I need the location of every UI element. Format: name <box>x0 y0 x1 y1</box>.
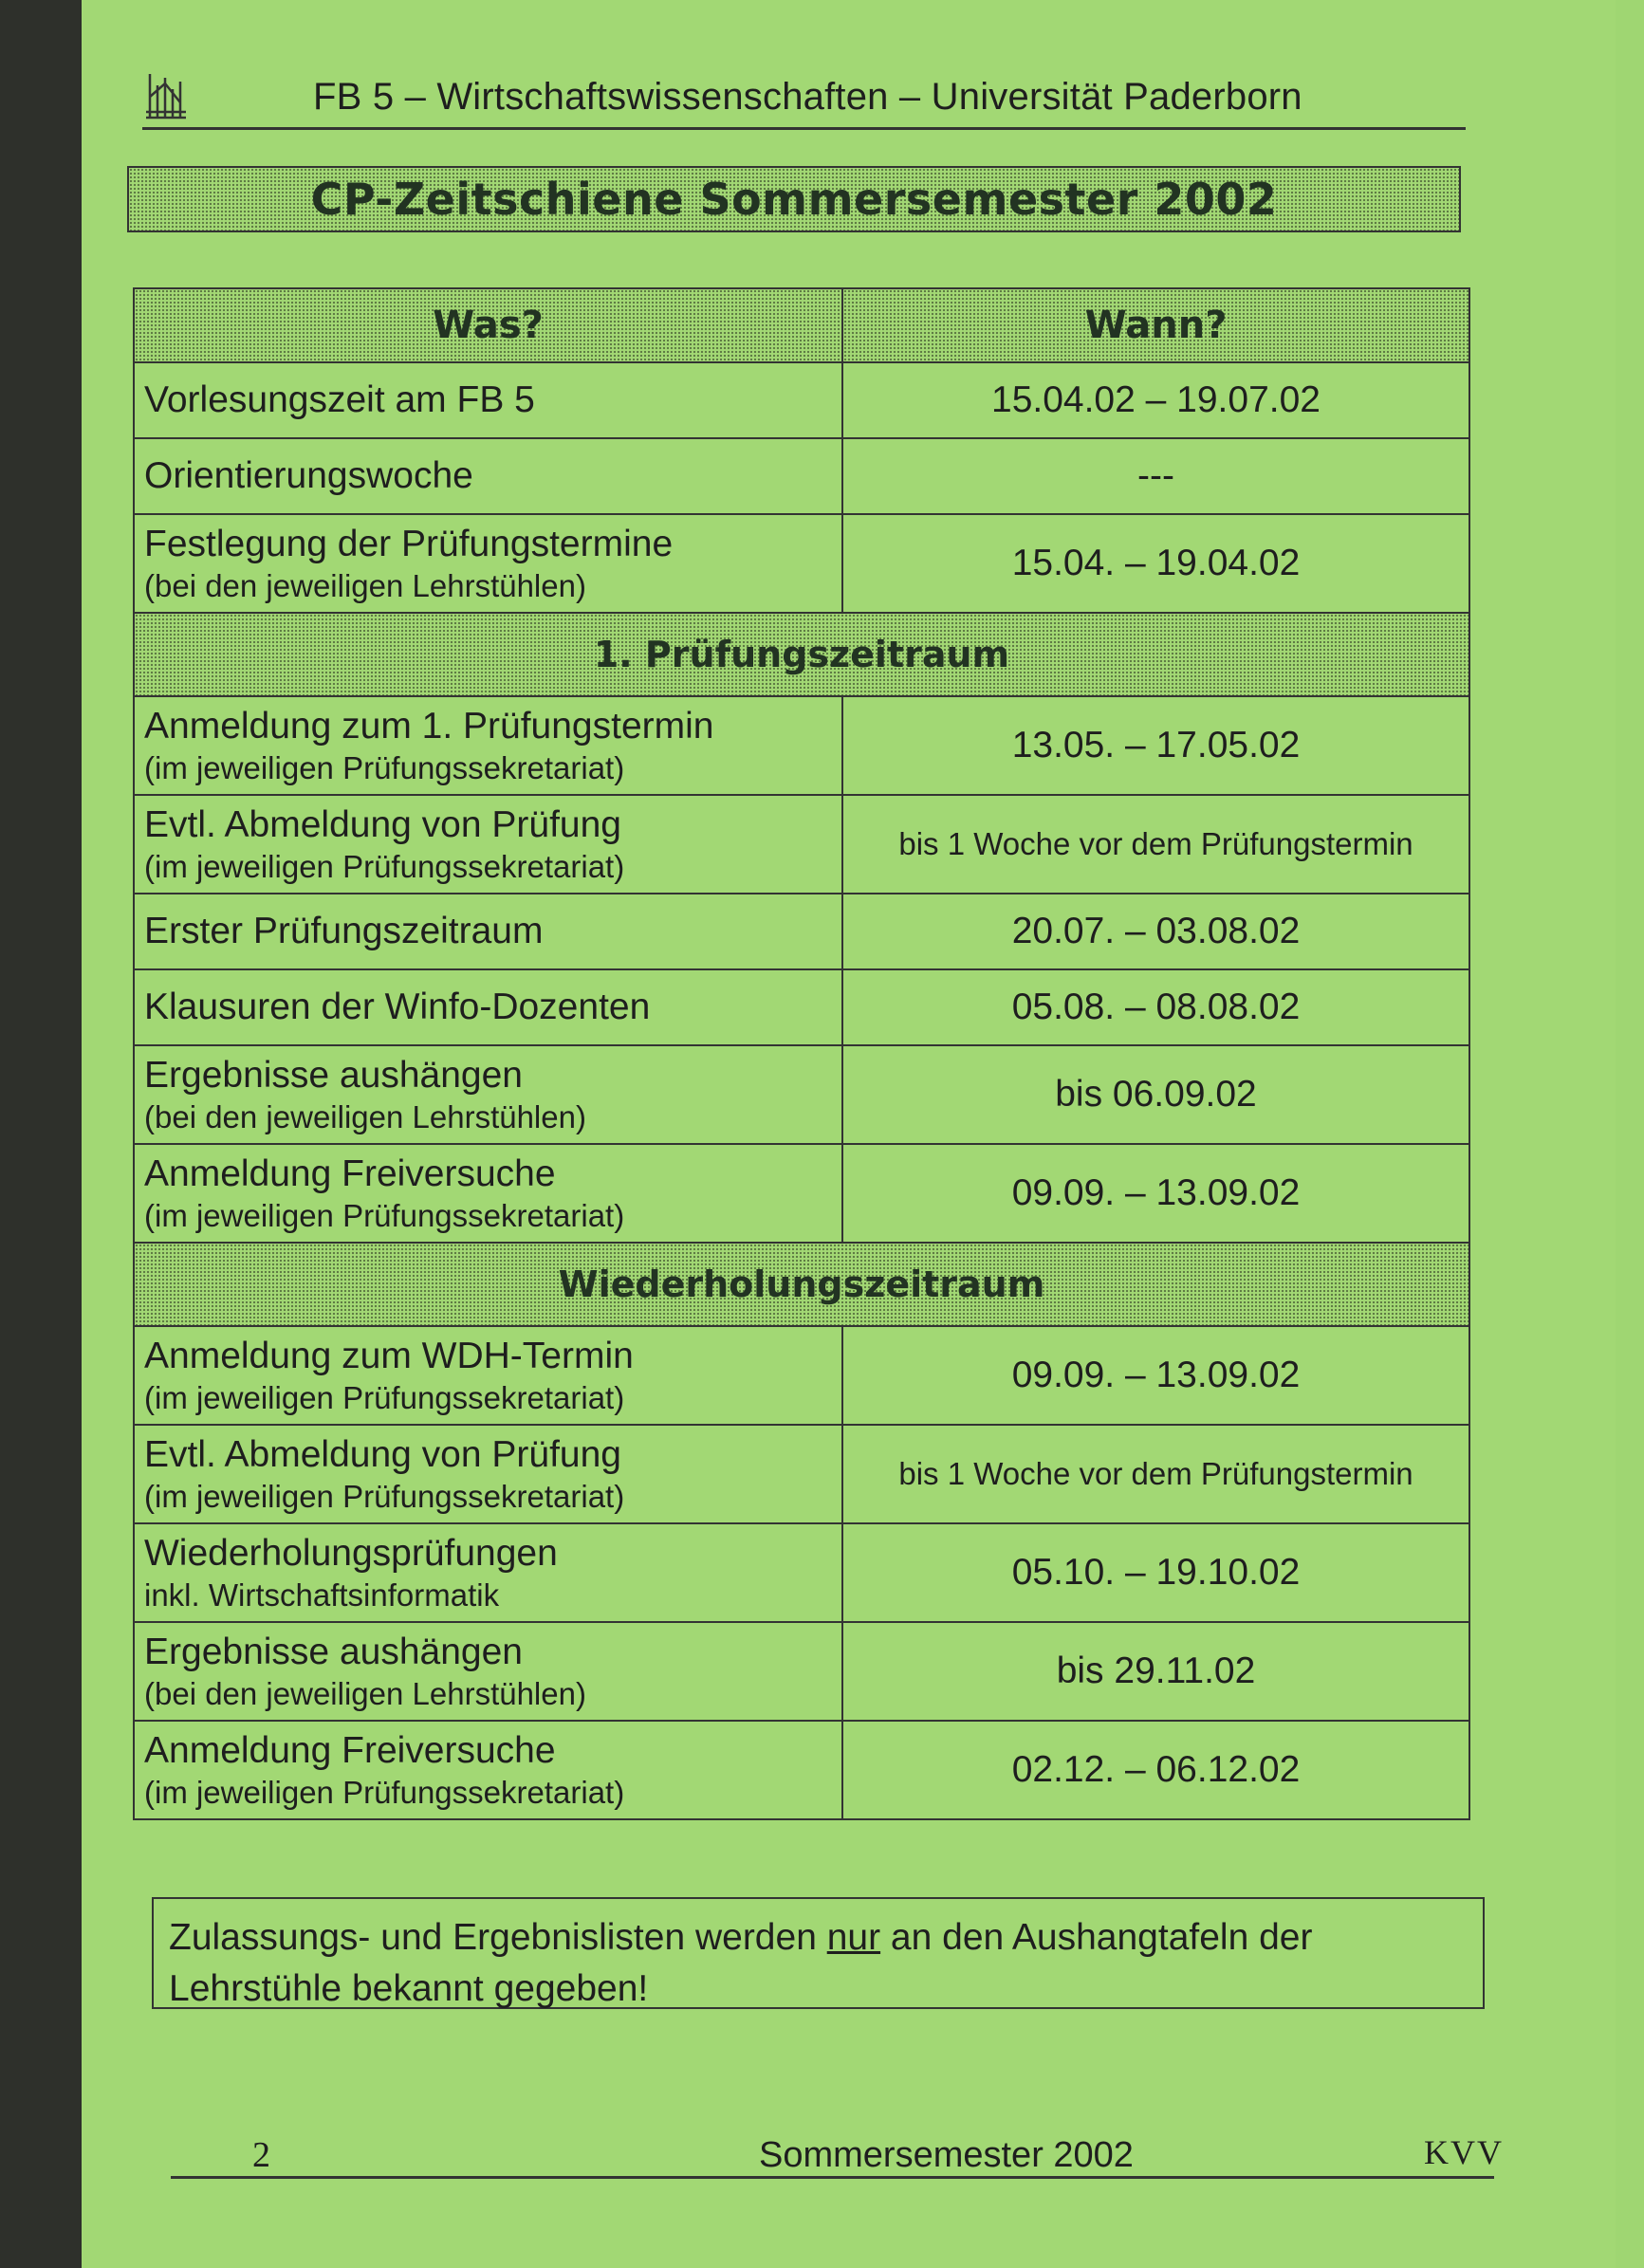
row-date: bis 1 Woche vor dem Prüfungstermin <box>842 1425 1469 1523</box>
row-label: Evtl. Abmeldung von Prüfung <box>144 804 621 845</box>
row-date: 05.10. – 19.10.02 <box>842 1523 1469 1622</box>
row-date: 20.07. – 03.08.02 <box>842 894 1469 969</box>
column-header-when: Wann? <box>842 288 1469 362</box>
schedule-table <box>133 287 1470 1820</box>
table-row <box>134 1622 1469 1721</box>
page-number: 2 <box>252 2135 270 2175</box>
footer-kvv: KVV <box>1424 2133 1504 2171</box>
row-sublabel: (bei den jeweiligen Lehrstühlen) <box>144 568 586 603</box>
row-date: 13.05. – 17.05.02 <box>842 696 1469 795</box>
table-row <box>134 438 1469 514</box>
row-label: Anmeldung zum WDH-Termin <box>144 1336 634 1376</box>
table-row <box>134 969 1469 1045</box>
section-row-2 <box>134 1243 1469 1326</box>
row-date: bis 06.09.02 <box>842 1045 1469 1144</box>
row-label: Orientierungswoche <box>144 455 473 496</box>
table-row <box>134 514 1469 613</box>
row-label: Erster Prüfungszeitraum <box>144 911 544 951</box>
row-date: bis 29.11.02 <box>842 1622 1469 1721</box>
row-label: Vorlesungszeit am FB 5 <box>144 379 535 420</box>
table-row <box>134 1045 1469 1144</box>
row-sublabel: (im jeweiligen Prüfungssekretariat) <box>144 1479 625 1514</box>
table-row <box>134 1721 1469 1819</box>
row-label: Wiederholungsprüfungen <box>144 1533 558 1574</box>
footer-semester: Sommersemester 2002 <box>759 2135 1134 2175</box>
section-heading-wiederholungszeitraum: Wiederholungszeitraum <box>134 1243 1469 1326</box>
row-date: 02.12. – 06.12.02 <box>842 1721 1469 1819</box>
notice-emphasis: nur <box>826 1917 881 1958</box>
row-sublabel: (im jeweiligen Prüfungssekretariat) <box>144 1775 625 1810</box>
header-text: FB 5 – Wirtschaftswissenschaften – Universität Paderborn <box>313 76 1302 118</box>
page-footer <box>171 2133 1504 2179</box>
section-heading-pruefungszeitraum: 1. Prüfungszeitraum <box>134 613 1469 696</box>
table-row <box>134 362 1469 438</box>
notice-box <box>152 1897 1485 2009</box>
table-row <box>134 894 1469 969</box>
notice-text-end: an den Aushangtafeln der Lehrstühle bekannt gegeben! <box>169 1917 1313 2009</box>
table-row <box>134 696 1469 795</box>
row-date: 15.04.02 – 19.07.02 <box>842 362 1469 438</box>
row-label: Festlegung der Prüfungstermine <box>144 524 674 564</box>
row-date: 15.04. – 19.04.02 <box>842 514 1469 613</box>
row-sublabel: (im jeweiligen Prüfungssekretariat) <box>144 1380 625 1415</box>
page-header <box>142 65 1466 130</box>
table-row <box>134 1425 1469 1523</box>
row-label: Anmeldung Freiversuche <box>144 1153 556 1194</box>
table-row <box>134 1523 1469 1622</box>
binding-strip <box>0 0 82 2268</box>
row-date: --- <box>842 438 1469 514</box>
page-title: CP-Zeitschiene Sommersemester 2002 <box>127 166 1461 232</box>
row-sublabel: (bei den jeweiligen Lehrstühlen) <box>144 1099 586 1134</box>
row-label: Ergebnisse aushängen <box>144 1632 523 1672</box>
row-label: Anmeldung Freiversuche <box>144 1730 556 1771</box>
row-sublabel: inkl. Wirtschaftsinformatik <box>144 1577 500 1613</box>
row-label: Anmeldung zum 1. Prüfungstermin <box>144 706 714 747</box>
row-date: bis 1 Woche vor dem Prüfungstermin <box>842 795 1469 894</box>
table-row <box>134 1326 1469 1425</box>
notice-text-start: Zulassungs- und Ergebnislisten werden <box>169 1917 827 1958</box>
row-label: Ergebnisse aushängen <box>144 1055 523 1096</box>
row-label: Klausuren der Winfo-Dozenten <box>144 986 651 1027</box>
row-date: 09.09. – 13.09.02 <box>842 1326 1469 1425</box>
table-row <box>134 1144 1469 1243</box>
university-logo-icon <box>142 68 190 121</box>
section-row-1 <box>134 613 1469 696</box>
row-sublabel: (im jeweiligen Prüfungssekretariat) <box>144 750 625 785</box>
table-header-row <box>134 288 1469 362</box>
row-sublabel: (im jeweiligen Prüfungssekretariat) <box>144 849 625 884</box>
row-date: 05.08. – 08.08.02 <box>842 969 1469 1045</box>
row-sublabel: (im jeweiligen Prüfungssekretariat) <box>144 1198 625 1233</box>
table-row <box>134 795 1469 894</box>
row-label: Evtl. Abmeldung von Prüfung <box>144 1434 621 1475</box>
row-sublabel: (bei den jeweiligen Lehrstühlen) <box>144 1676 586 1711</box>
row-date: 09.09. – 13.09.02 <box>842 1144 1469 1243</box>
column-header-what: Was? <box>134 288 842 362</box>
